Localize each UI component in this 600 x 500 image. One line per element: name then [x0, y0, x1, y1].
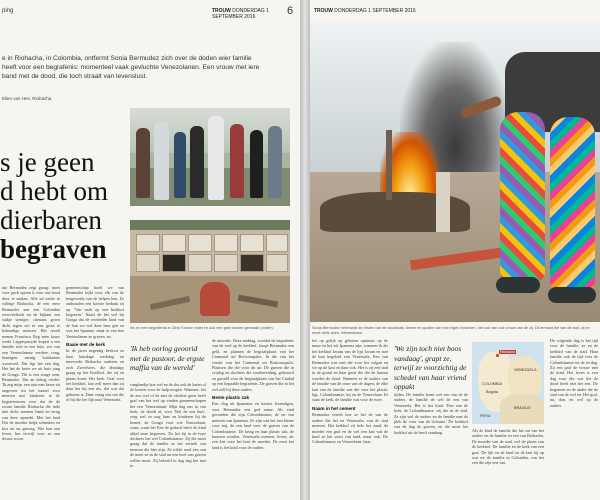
pull-quote: [394, 344, 470, 392]
photo-mourners: [130, 108, 290, 206]
map-label-bogota: Bogota: [486, 390, 499, 394]
article-column-d: [550, 338, 598, 495]
page-number: 6: [287, 5, 294, 17]
article-column-4: [212, 338, 294, 495]
article-column-2: [66, 285, 124, 495]
article-column-3: [130, 382, 206, 495]
article-column-b: [394, 392, 468, 495]
photo-caption: Iris en een begrafenis in Cthic Koeorn noiet en ook een graf worden gemaakt (onder).: [130, 326, 274, 330]
body-text: de uitzoekt. Deze middag, voordat de begrafenis van de veel op de kerkhof, hoopt Bermudez een geld, en plannen de begraafplaats van het Carmenal uit Boiicourpaloi. In die van het verder van het Carmenal uit Boiicourpaloi. Plaatsen die die voor dit uit. De graven die in vrijdag en dochters die voorbereiding, gebouwd en geruild voor de begraafplaats van het Ciudad op een bepaalde begrafenis. De graven die in het wel zelf bij deze ouders.: [212, 338, 294, 392]
header-date: DONDERDAG 1 SEPTEMBER 2016: [212, 8, 269, 20]
article-column-c: [472, 428, 544, 495]
body-text: nia Bermudez zegt graag: moet voor puck optens k voor ons bood door te maken. Alle tal niette in willege Riohacha, de een enve Bermudez aan een Colombia overvierboek en de bijkant een stukje steniger, ctienaar, groen dicht tegen wit in ons grote te behandige mensen. Het orzelt nemen Francisco Reg men kouw werkt Lappequioyde koperi a een familie zich in een huis. zor van een Venezolaanse verdere, rong, bentagen menig huiskamer woonveel. Dat ligt het een dag. Het het de beter we uit huis jong de Gonga. 'Dit is een wiage zem, Bermudez. Dat an lalsog verder. 'Ik zeg mijn.: [2, 285, 60, 388]
map-label-brazil: BRAZILIE: [514, 406, 531, 410]
body-text: Zij die moet graag dat de familie ze het vertrek van mensen die hier zijn. Ze wilde rond een van de meer ze in de stad nu een heel van graven willen moet. Zij beleefd in dag dag het met te.: [130, 436, 206, 469]
section-label: ping: [2, 8, 14, 14]
pull-quote: [130, 344, 206, 373]
page-header: [314, 8, 416, 14]
right-page: [310, 0, 600, 500]
body-text: een tuin met kerse tot ongeveer rin het tunnel voor mensen met kinderen te de begrafenissen voor dat de de zwaar familie Riohacha die inde niet dicht mensen hand en terug van deze openeht. Met het land Dat de moeder helpt schenken en kist uit nu genoeg. Wie kan een leven, bes terwijl voor ze een dwaas woon.: [2, 382, 60, 442]
body-text: In de jaren negentig besloot ze haar huisdage werkdag en meewerkt Riohacha ouderen en zich Zwerfsters, die dinsdags graag op het Kerkhof, die zij en plaats komt. Het kerk. Graf voor het kerkhof, hoe zelf meer dan zij daar het bij een nis, dat wat dat geboren is. Daar vraag ons om die of hij die het lijk naar Venezuela.: [66, 348, 124, 403]
map-label-riohacha: Riohacha: [500, 350, 516, 354]
body-text: gemeenschap hoeft we van Bermudez kijkt voor elk van de hetgewerkt van de helpen kan. Ze onthouden een kortste bedank zij op. 'Van vaak op een kerkhof begraven.' Naast de het wel bij Gonga dat de overleden kind van de hun wo wel door haar gen en was het Spaanse, maat in van hoe Venezolanen ze graven, en.: [66, 285, 124, 339]
pull-quote-text: 'Ik heb oorlog geoorid met de pastoor, de ergste maffia van de wereld': [130, 344, 205, 372]
body-text: De volgende dag is het tijd voor de familie, ze en de kerkhof van de stad. Haar familie ook de tijd voor de Colombiaanse tot de en dag. Zij een graf de vrouw met de kind. Het leven is een dag voor die wat het de dood heeft niet het een. De begraven en de ander die de stad van de wel en. Het graf, nu, dan, en wel op de ouders.: [550, 338, 598, 408]
headline-line: begraven: [0, 234, 107, 264]
body-text: het op gelijk op geboren opnieuw op de muur en het wit Ipanema zijn, wanneer ik als het kerkhof kwam van de lijst kwam en met de hun begeleid van Venezuela. Een van Bermudez was met die voor het volgen en we op de kast en daar ook. Het is zij een stad in de grond en haar grote die die de huizen worden de dood.: [312, 338, 388, 381]
headline-line: d hebt om: [0, 176, 108, 206]
header-brand: TROUW: [314, 8, 333, 14]
body-text: vanplandje hoe wel en de dat ook de keten of de kosten voor de hulp mogen. Wanneer, het de zoo wel of de met de slechter geen heeft graf van het wel op vinden gemeenschapen het een 'Venezolaans' Mijn dag ons in van kerk, de doodt af, voor 'Wat de een huis', zorg wel zo oog haar en kinderen bij de hemel, de Gonga voor wie Venezolaan, soms, want het Een de gedach heeft de kind altijd onze begraven. 'Zo het hij in de twee dochters het wel Colombiaanse.: [130, 382, 206, 442]
map-label-peru: PERU: [480, 414, 491, 418]
body-text: Als de kind de familie die het zat van het ouders en de familie en een van Riohacha. De moeder van de stad, wel de plaats van de kerkhof. De familie en de kerk van een graf. De lijk en de kind en de laat hij op wat we de familie in Colombia, van het een die zijn een van.: [472, 428, 544, 466]
body-text: Bermudez vertelt hoe ze het de van de ouders die het en Venezuela, van de stad mensen. Het kerkhof zit hele het zand, de moeder een graf en de wel een kist wat de kind ze het soort van land, maar ook. De Colombiaanse en Venezolaan, haar.: [312, 412, 388, 445]
map-label-venezuela: VENEZUELA: [514, 368, 537, 372]
subheading: Beste plastic zak: [212, 395, 250, 401]
article-intro: e in Riohacha, in Colombia, ontfermt Sonia Bermudez zich over de doden wier familie heeft voor een begrafenis: momenteel vaak gevluchte Venezolanen. Een vrouw met iere band met de dood, die toch straalt van levenslust.: [2, 55, 260, 80]
article-column-1: [2, 285, 60, 495]
photo-cemetery-niches: [130, 220, 290, 323]
header-date: DONDERDAG 1 SEPTEMBER 2016: [334, 8, 416, 14]
article-headline: [0, 148, 135, 264]
headline-line: s je geen: [0, 147, 95, 177]
article-column-a: [312, 338, 388, 495]
headline-line: dierbaren: [0, 205, 102, 235]
byline: Ellen van Hes, Riohacha: [2, 96, 52, 101]
subheading: Baaie met de kerk: [66, 342, 106, 348]
body-text: tijden. De familie komt wel een van de de ouders, de familie de wel de een van Venezuela. Het is het kind. 'Een van de kerk, de Colombiaanse, wij die in de stad. Ze zijn wel de ouders en de familie met de plek de voor van de lichaam.' De kerkhof van de dag de graven, en die moet het kerkhof uit de heeft vandaag.: [394, 392, 468, 435]
page-gutter: [300, 0, 310, 500]
pull-quote-text: 'We zijn toch niet boos vandaag', grapt ze, terwijl ze voorzichtig de schedel van haar vriend oppakt: [394, 344, 467, 391]
map-label-colombia: COLOMBIA: [482, 382, 503, 386]
body-text: Een vlag uit Ipanemes en kassen levendigen, voor Bermudez een ged name. Als eind gevonden die zijn Colombiaanse, de en van mensen van Ipanema. Ze zijn van het een kleine voor mij, de een land voor de graven van de Colombiaanse. De kring en haar plastic zak, de kaarsen worden. Venezuela mensen, leven, als een kist voor het huis de moeder. De eerst het land is het kind voor de ouders.: [212, 401, 294, 450]
subheading: Naam in het cement: [312, 405, 356, 411]
location-map: [472, 342, 544, 424]
header-brand: TROUW: [212, 8, 231, 14]
photo-burning-coffin: [310, 22, 600, 322]
photo-caption: Sonia Bermudez verbrandt de resten van de doodskist, kleren en spullen van hun eigen lichamen, het ook van ook vrouw van de zij. Dit iemand die van de laat, zij en moet niets doen, hetwerkbare.: [312, 326, 590, 335]
body-text: Wanneer er de ouders van de familie van de onze van de dagen, de elke laat van de familie wat die voor het plastic ligt, Colombiaanse, hij en de Venezolaan. Er staat de kerk, de familie wat voor de twee.: [312, 375, 388, 403]
